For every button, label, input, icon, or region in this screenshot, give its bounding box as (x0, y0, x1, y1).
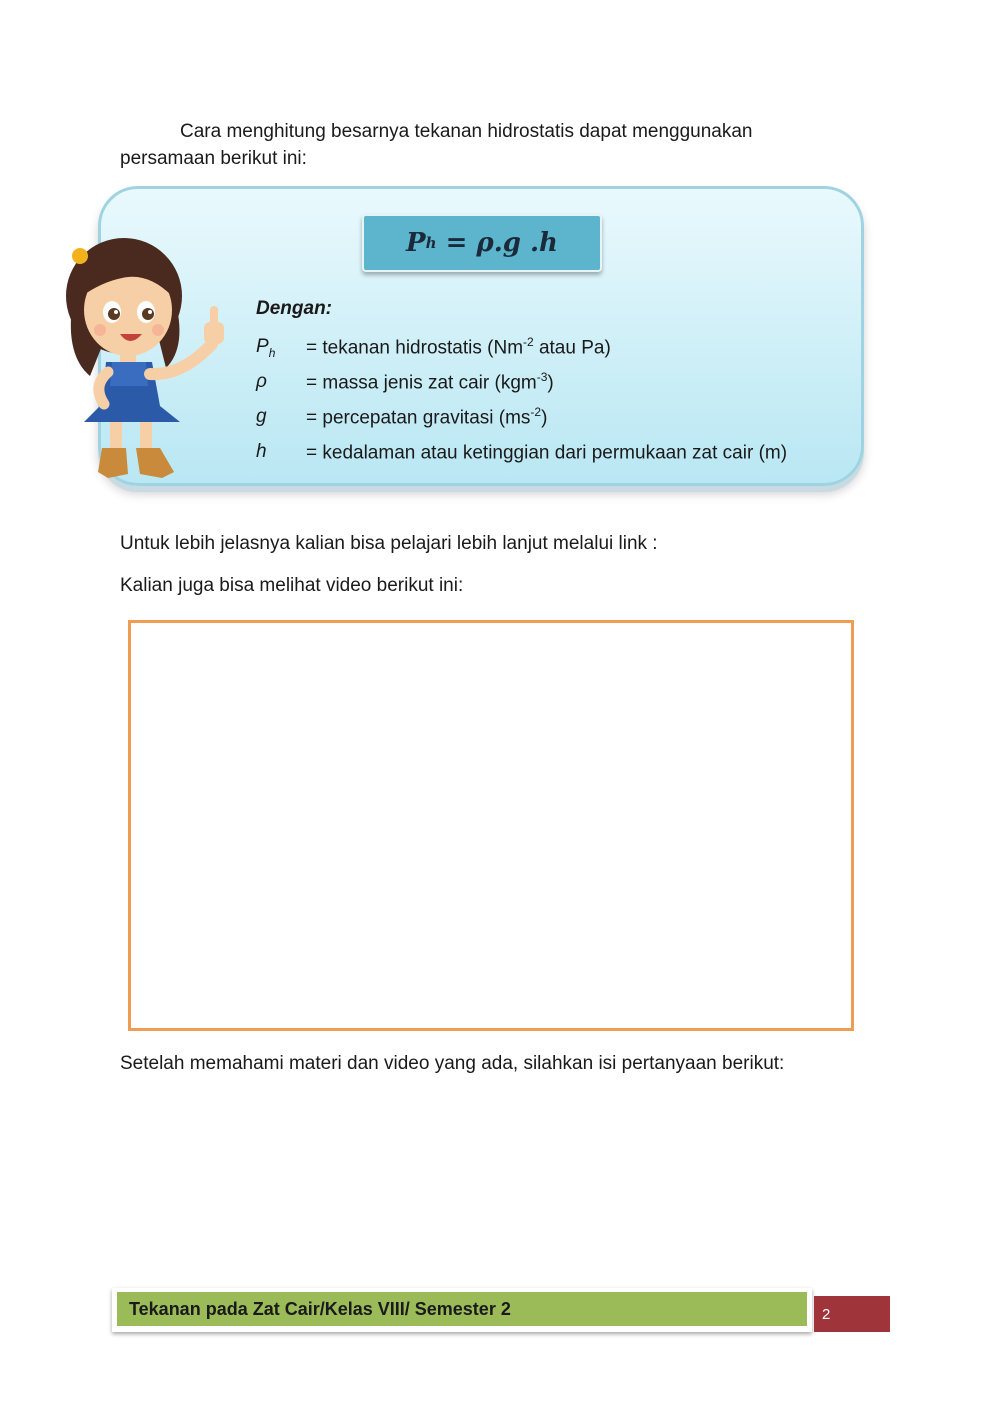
definition-text: = tekanan hidrostatis ($Nm^{-2}$ atau Pa) (306, 335, 611, 359)
definition-row (256, 330, 787, 365)
formula-box (362, 214, 602, 272)
definition-text: = percepatan gravitasi $(ms^{-2})$ (306, 405, 548, 429)
definition-row (256, 365, 787, 400)
question-instruction: Setelah memahami materi dan video yang ada, silahkan isi pertanyaan berikut: (120, 1053, 785, 1074)
definitions-list (256, 298, 787, 470)
definition-text: = kedalaman atau ketinggian dari permukaan zat cair (m) (306, 442, 788, 464)
definition-row (256, 435, 787, 470)
footer-bar (112, 1288, 812, 1332)
formula-rhs: = ρ.g .h (445, 228, 558, 258)
definitions-heading: Dengan: (256, 298, 332, 319)
definition-symbol: g (256, 405, 267, 427)
definition-row (256, 400, 787, 435)
video-embed-placeholder[interactable] (128, 620, 854, 1031)
definition-symbol: ρ (256, 370, 267, 392)
definition-symbol: $P_h$ (256, 335, 276, 360)
formula-lhs: P (406, 228, 426, 258)
definition-symbol: h (256, 440, 267, 462)
link-instruction: Untuk lebih jelasnya kalian bisa pelajari lebih lanjut melalui link : (120, 533, 658, 554)
definition-text: = massa jenis zat cair (kgm$^{-3}$) (306, 370, 554, 394)
girl-thumbs-up-illustration (62, 226, 242, 488)
formula-lhs-subscript: h (425, 234, 437, 252)
intro-paragraph: Cara menghitung besarnya tekanan hidrostatis dapat menggunakan persamaan berikut ini: (120, 121, 753, 169)
page-number: 2 (814, 1296, 890, 1332)
footer-title: Tekanan pada Zat Cair/Kelas VIII/ Semester 2 (117, 1292, 807, 1326)
video-instruction: Kalian juga bisa melihat video berikut ini: (120, 575, 464, 596)
